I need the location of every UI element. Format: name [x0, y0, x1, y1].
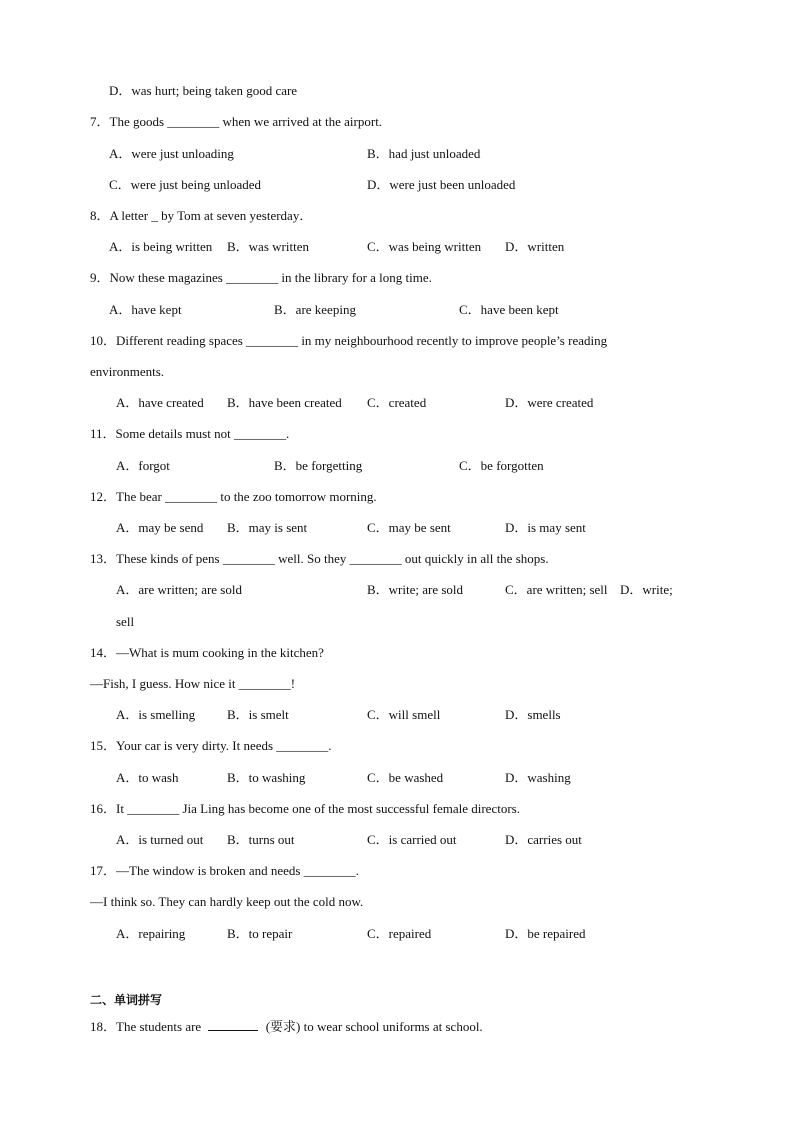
q13-option-b: B．write; are sold — [367, 582, 464, 597]
section-heading-spelling: 二、单词拼写 — [90, 993, 163, 1007]
q10-stem-continued: environments. — [90, 364, 165, 379]
q8-option-d: D．written — [505, 239, 565, 254]
q10-option-b: B．have been created — [227, 395, 342, 410]
q6-option-d: D．was hurt; being taken good care — [109, 83, 298, 98]
q10-option-a: A．have created — [116, 395, 204, 410]
q7-stem: 7．The goods ________ when we arrived at the airport. — [90, 114, 383, 129]
q12-option-c: C．may be sent — [367, 520, 451, 535]
q10-stem: 10．Different reading spaces ________ in my neighbourhood recently to improve people’s reading — [90, 333, 608, 348]
q16-option-a: A．is turned out — [116, 832, 204, 847]
q8-option-b: B．was written — [227, 239, 309, 254]
q17-stem-reply: —I think so. They can hardly keep out the cold now. — [90, 894, 364, 909]
q10-option-d: D．were created — [505, 395, 594, 410]
q9-option-a: A．have kept — [109, 302, 182, 317]
q15-option-b: B．to washing — [227, 770, 306, 785]
q9-option-c: C．have been kept — [459, 302, 559, 317]
q18-stem-start: 18．The students are — [90, 1019, 202, 1034]
q14-stem: 14．—What is mum cooking in the kitchen? — [90, 645, 324, 660]
q16-stem: 16．It ________ Jia Ling has become one of the most successful female directors. — [90, 801, 520, 816]
q15-option-a: A．to wash — [116, 770, 179, 785]
q7-option-a: A．were just unloading — [109, 146, 234, 161]
q14-option-b: B．is smelt — [227, 707, 289, 722]
q11-option-b: B．be forgetting — [274, 458, 363, 473]
q15-stem: 15．Your car is very dirty. It needs ________. — [90, 738, 332, 753]
q16-option-b: B．turns out — [227, 832, 295, 847]
q13-option-c: C．are written; sell — [505, 582, 608, 597]
q13-option-d: D．write; — [620, 582, 673, 597]
q11-stem: 11．Some details must not ________. — [90, 426, 290, 441]
q12-stem: 12．The bear ________ to the zoo tomorrow morning. — [90, 489, 377, 504]
q12-option-a: A．may be send — [116, 520, 204, 535]
q15-option-d: D．washing — [505, 770, 571, 785]
q13-option-d-continued: sell — [116, 614, 135, 629]
q9-stem: 9．Now these magazines ________ in the library for a long time. — [90, 270, 432, 285]
q16-option-c: C．is carried out — [367, 832, 457, 847]
q8-stem: 8．A letter _ by Tom at seven yesterday． — [90, 208, 313, 223]
q17-stem: 17．—The window is broken and needs ________. — [90, 863, 359, 878]
q14-stem-reply: —Fish, I guess. How nice it ________! — [90, 676, 296, 691]
q9-option-b: B．are keeping — [274, 302, 356, 317]
q15-option-c: C．be washed — [367, 770, 444, 785]
q14-option-d: D．smells — [505, 707, 561, 722]
q8-option-a: A．is being written — [109, 239, 213, 254]
q11-option-c: C．be forgotten — [459, 458, 544, 473]
q18-line — [90, 1019, 483, 1035]
q18-stem-end: (要求) to wear school uniforms at school. — [265, 1019, 483, 1034]
q7-option-c: C．were just being unloaded — [109, 177, 261, 192]
q8-option-c: C．was being written — [367, 239, 482, 254]
q12-option-d: D．is may sent — [505, 520, 586, 535]
q18-answer-blank[interactable] — [208, 1019, 258, 1031]
q16-option-d: D．carries out — [505, 832, 582, 847]
q17-option-d: D．be repaired — [505, 926, 586, 941]
q13-option-a: A．are written; are sold — [116, 582, 242, 597]
q17-option-a: A．repairing — [116, 926, 186, 941]
q10-option-c: C．created — [367, 395, 427, 410]
q7-option-d: D．were just been unloaded — [367, 177, 516, 192]
q13-stem: 13．These kinds of pens ________ well. So they ________ out quickly in all the shops. — [90, 551, 549, 566]
q7-option-b: B．had just unloaded — [367, 146, 481, 161]
q14-option-c: C．will smell — [367, 707, 441, 722]
q17-option-b: B．to repair — [227, 926, 293, 941]
q14-option-a: A．is smelling — [116, 707, 196, 722]
q12-option-b: B．may is sent — [227, 520, 308, 535]
q17-option-c: C．repaired — [367, 926, 432, 941]
q11-option-a: A．forgot — [116, 458, 170, 473]
